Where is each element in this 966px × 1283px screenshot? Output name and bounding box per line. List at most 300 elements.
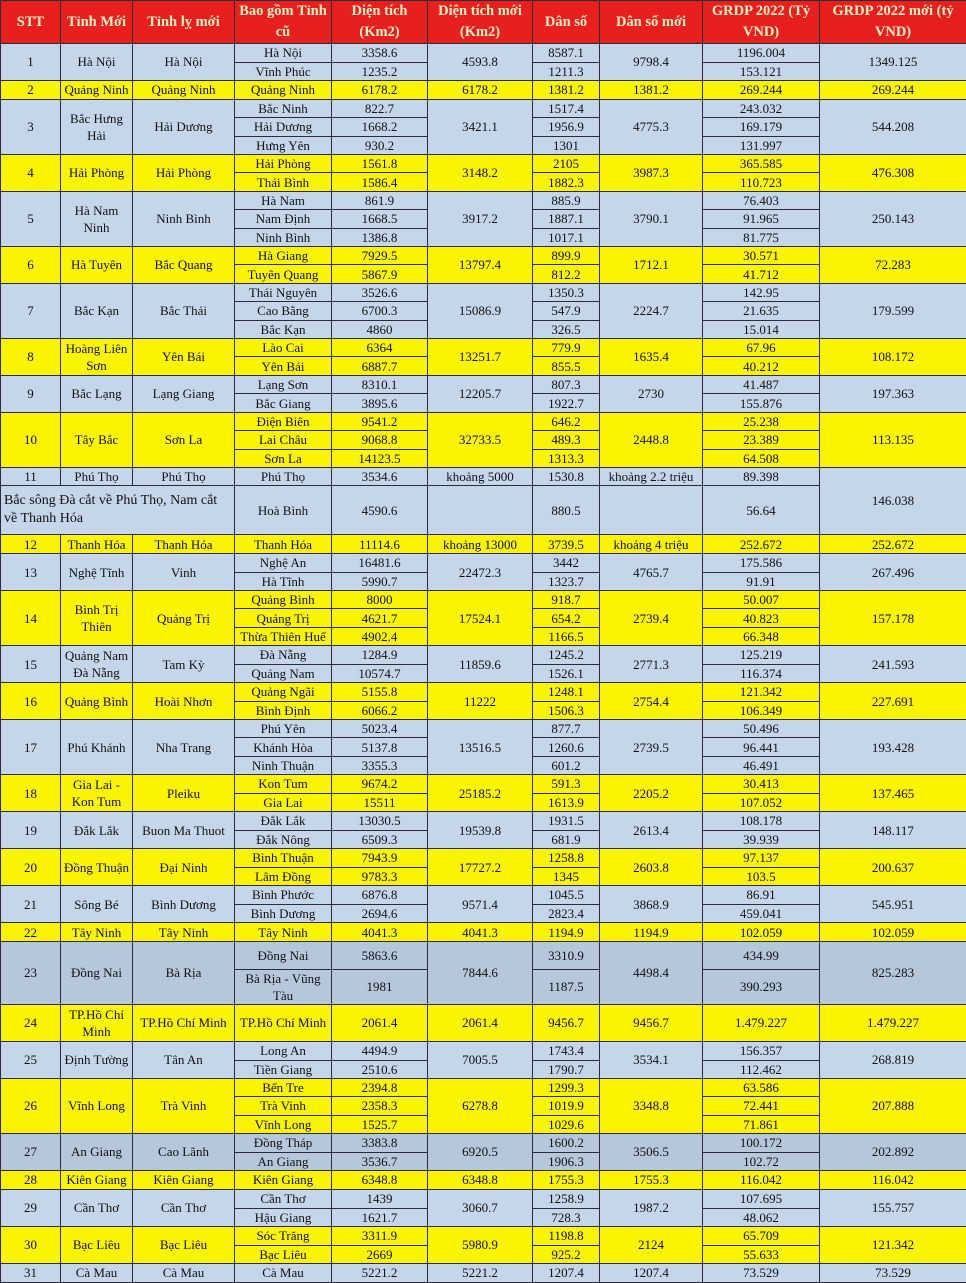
header-old-provinces: Bao gồm Tỉnh cũ	[235, 1, 332, 44]
grdp-cell: 56.64	[703, 486, 820, 535]
grdp-cell: 107.052	[703, 793, 820, 812]
stt-cell: 26	[1, 1079, 61, 1134]
old-province-cell: Bình Phước	[235, 886, 332, 905]
new-population-cell: 4765.7	[600, 554, 703, 591]
new-area-cell: 3917.2	[428, 191, 533, 246]
grdp-cell: 125.219	[703, 646, 820, 665]
population-cell: 1882.3	[533, 173, 600, 192]
grdp-cell: 46.491	[703, 756, 820, 774]
grdp-cell: 64.508	[703, 449, 820, 467]
grdp-cell: 15.014	[703, 320, 820, 338]
old-province-cell: Thái Nguyên	[235, 283, 332, 301]
old-province-cell: Đồng Nai	[235, 942, 332, 970]
old-province-cell: Ninh Bình	[235, 228, 332, 246]
new-area-cell: 17524.1	[428, 591, 533, 646]
header-row	[1, 1, 966, 44]
new-population-cell: 1381.2	[600, 81, 703, 100]
new-area-cell: 12205.7	[428, 375, 533, 412]
new-province-cell: An Giang	[61, 1134, 133, 1171]
old-province-cell: Thanh Hóa	[235, 535, 332, 554]
grdp-cell: 55.633	[703, 1245, 820, 1264]
area-cell: 861.9	[332, 191, 428, 209]
new-grdp-cell: 108.172	[820, 338, 966, 375]
new-capital-cell: Nha Trang	[133, 720, 235, 775]
table-row	[1, 554, 966, 573]
population-cell: 326.5	[533, 320, 600, 338]
new-grdp-cell: 207.888	[820, 1079, 966, 1134]
population-cell: 3739.5	[533, 535, 600, 554]
new-province-cell: Bắc Lạng	[61, 375, 133, 412]
population-cell: 1350.3	[533, 283, 600, 301]
old-province-cell: Đồng Tháp	[235, 1134, 332, 1153]
grdp-cell: 108.178	[703, 812, 820, 831]
population-cell: 2823.4	[533, 904, 600, 923]
area-cell: 7943.9	[332, 849, 428, 868]
population-cell: 1258.8	[533, 849, 600, 868]
population-cell: 1517.4	[533, 100, 600, 118]
new-province-cell: Bắc Hưng Hải	[61, 100, 133, 155]
area-cell: 6178.2	[332, 81, 428, 100]
new-capital-cell: Thanh Hóa	[133, 535, 235, 554]
grdp-cell: 67.96	[703, 338, 820, 357]
new-area-cell: 3148.2	[428, 154, 533, 191]
old-province-cell: Tuyên Quang	[235, 265, 332, 284]
table-row	[1, 591, 966, 609]
new-population-cell: 2754.4	[600, 683, 703, 720]
old-province-cell: Hải Dương	[235, 118, 332, 136]
new-province-cell: Kiên Giang	[61, 1171, 133, 1190]
new-area-cell	[428, 486, 533, 535]
new-capital-cell: Bắc Thái	[133, 283, 235, 338]
table-row	[1, 535, 966, 554]
old-province-cell: Hà Nam	[235, 191, 332, 209]
new-area-cell: 7844.6	[428, 942, 533, 1005]
stt-cell: 22	[1, 923, 61, 942]
area-cell: 16481.6	[332, 554, 428, 573]
new-population-cell: 3987.3	[600, 154, 703, 191]
new-population-cell: 1987.2	[600, 1190, 703, 1227]
area-cell: 4041.3	[332, 923, 428, 942]
area-cell: 5137.8	[332, 738, 428, 756]
new-capital-cell: Yên Bái	[133, 338, 235, 375]
area-cell: 1561.8	[332, 154, 428, 173]
old-province-cell: Hậu Giang	[235, 1208, 332, 1227]
old-province-cell: Nghệ An	[235, 554, 332, 573]
new-grdp-cell: 200.637	[820, 849, 966, 886]
new-province-cell: Bình Trị Thiên	[61, 591, 133, 646]
population-cell: 9456.7	[533, 1005, 600, 1042]
area-cell: 3358.6	[332, 44, 428, 63]
new-grdp-cell: 267.496	[820, 554, 966, 591]
old-province-cell: Cần Thơ	[235, 1190, 332, 1209]
stt-cell: 3	[1, 100, 61, 155]
new-capital-cell: Kiên Giang	[133, 1171, 235, 1190]
grdp-cell: 243.032	[703, 100, 820, 118]
old-province-cell: Kon Tum	[235, 775, 332, 794]
old-province-cell: Lâm Đồng	[235, 867, 332, 886]
population-cell: 646.2	[533, 412, 600, 430]
grdp-cell: 106.349	[703, 701, 820, 720]
old-province-cell: Trà Vinh	[235, 1097, 332, 1115]
new-capital-cell: Tam Kỳ	[133, 646, 235, 683]
area-cell: 5155.8	[332, 683, 428, 702]
stt-cell: 29	[1, 1190, 61, 1227]
area-cell: 5023.4	[332, 720, 428, 738]
grdp-cell: 63.586	[703, 1079, 820, 1097]
grdp-cell: 73.529	[703, 1264, 820, 1283]
old-province-cell: Lào Cai	[235, 338, 332, 357]
new-province-cell: TP.Hồ Chí Minh	[61, 1005, 133, 1042]
stt-cell: 12	[1, 535, 61, 554]
new-province-cell: Hoàng Liên Sơn	[61, 338, 133, 375]
area-cell: 6876.8	[332, 886, 428, 905]
new-grdp-cell: 545.951	[820, 886, 966, 923]
new-province-cell: Sông Bé	[61, 886, 133, 923]
grdp-cell: 110.723	[703, 173, 820, 192]
table-row	[1, 154, 966, 173]
stt-cell: 6	[1, 246, 61, 283]
new-area-cell: khoảng 13000	[428, 535, 533, 554]
new-population-cell	[600, 486, 703, 535]
area-cell: 6364	[332, 338, 428, 357]
population-cell: 885.9	[533, 191, 600, 209]
new-grdp-cell: 250.143	[820, 191, 966, 246]
area-cell: 5867.9	[332, 265, 428, 284]
new-area-cell: 6178.2	[428, 81, 533, 100]
new-grdp-cell: 116.042	[820, 1171, 966, 1190]
new-grdp-cell: 148.117	[820, 812, 966, 849]
split-note-cell: Bắc sông Đà cắt về Phú Thọ, Nam cắt về Thanh Hóa	[1, 486, 235, 535]
table-row	[1, 720, 966, 738]
new-area-cell: 11222	[428, 683, 533, 720]
area-cell: 1668.5	[332, 210, 428, 228]
new-capital-cell: Quảng Trị	[133, 591, 235, 646]
table-row	[1, 338, 966, 357]
header-area: Diện tích (Km2)	[332, 1, 428, 44]
old-province-cell: Khánh Hòa	[235, 738, 332, 756]
table-row	[1, 1042, 966, 1061]
header-new-capital: Tỉnh lỵ mới	[133, 1, 235, 44]
new-grdp-cell: 137.465	[820, 775, 966, 812]
population-cell: 807.3	[533, 375, 600, 394]
new-population-cell: 4775.3	[600, 100, 703, 155]
new-area-cell: 5221.2	[428, 1264, 533, 1283]
new-capital-cell: Quảng Ninh	[133, 81, 235, 100]
grdp-cell: 91.965	[703, 210, 820, 228]
stt-cell: 2	[1, 81, 61, 100]
grdp-cell: 131.997	[703, 136, 820, 154]
table-row	[1, 775, 966, 794]
grdp-cell: 169.179	[703, 118, 820, 136]
new-capital-cell: Hải Phòng	[133, 154, 235, 191]
new-capital-cell: Hải Dương	[133, 100, 235, 155]
population-cell: 1931.5	[533, 812, 600, 831]
stt-cell: 28	[1, 1171, 61, 1190]
grdp-cell: 41.712	[703, 265, 820, 284]
new-area-cell: khoảng 5000	[428, 467, 533, 485]
grdp-cell: 107.695	[703, 1190, 820, 1209]
old-province-cell: Phú Thọ	[235, 467, 332, 485]
new-province-cell: Tây Bắc	[61, 412, 133, 467]
new-province-cell: Phú Thọ	[61, 467, 133, 485]
area-cell: 8310.1	[332, 375, 428, 394]
new-grdp-cell: 72.283	[820, 246, 966, 283]
table-row	[1, 191, 966, 209]
new-capital-cell: Tây Ninh	[133, 923, 235, 942]
population-cell: 601.2	[533, 756, 600, 774]
area-cell: 3536.7	[332, 1152, 428, 1171]
grdp-cell: 116.374	[703, 664, 820, 683]
header-new-province: Tỉnh Mới	[61, 1, 133, 44]
stt-cell: 16	[1, 683, 61, 720]
area-cell: 2358.3	[332, 1097, 428, 1115]
area-cell: 11114.6	[332, 535, 428, 554]
new-capital-cell: Cao Lãnh	[133, 1134, 235, 1171]
table-row	[1, 886, 966, 905]
new-province-cell: Nghệ Tĩnh	[61, 554, 133, 591]
population-cell: 1029.6	[533, 1115, 600, 1133]
stt-cell: 13	[1, 554, 61, 591]
new-capital-cell: Sơn La	[133, 412, 235, 467]
old-province-cell: Gia Lai	[235, 793, 332, 812]
new-area-cell: 11859.6	[428, 646, 533, 683]
grdp-cell: 76.403	[703, 191, 820, 209]
new-area-cell: 3421.1	[428, 100, 533, 155]
grdp-cell: 269.244	[703, 81, 820, 100]
table-row	[1, 812, 966, 831]
new-province-cell: Đồng Nai	[61, 942, 133, 1005]
old-province-cell: Yên Bái	[235, 357, 332, 376]
area-cell: 1386.8	[332, 228, 428, 246]
new-province-cell: Quảng Bình	[61, 683, 133, 720]
old-province-cell: Thừa Thiên Huế	[235, 627, 332, 645]
population-cell: 1045.5	[533, 886, 600, 905]
grdp-cell: 100.172	[703, 1134, 820, 1153]
new-province-cell: Đồng Thuận	[61, 849, 133, 886]
grdp-cell: 89.398	[703, 467, 820, 485]
old-province-cell: Quảng Ngãi	[235, 683, 332, 702]
old-province-cell: Kiên Giang	[235, 1171, 332, 1190]
population-cell: 1345	[533, 867, 600, 886]
population-cell: 1166.5	[533, 627, 600, 645]
population-cell: 1887.1	[533, 210, 600, 228]
new-capital-cell: Hà Nội	[133, 44, 235, 81]
grdp-cell: 102.72	[703, 1152, 820, 1171]
new-grdp-cell: 825.283	[820, 942, 966, 1005]
new-area-cell: 19539.8	[428, 812, 533, 849]
area-cell: 1586.4	[332, 173, 428, 192]
old-province-cell: Đà Nẵng	[235, 646, 332, 665]
old-province-cell: Ninh Thuận	[235, 756, 332, 774]
new-grdp-cell: 1.479.227	[820, 1005, 966, 1042]
old-province-cell: Bắc Ninh	[235, 100, 332, 118]
new-population-cell: 2771.3	[600, 646, 703, 683]
area-cell: 6066.2	[332, 701, 428, 720]
population-cell: 591.3	[533, 775, 600, 794]
grdp-cell: 97.137	[703, 849, 820, 868]
stt-cell: 5	[1, 191, 61, 246]
table-row	[1, 412, 966, 430]
area-cell: 1439	[332, 1190, 428, 1209]
grdp-cell: 40.823	[703, 609, 820, 627]
new-capital-cell: Pleiku	[133, 775, 235, 812]
new-area-cell: 25185.2	[428, 775, 533, 812]
grdp-cell: 156.357	[703, 1042, 820, 1061]
area-cell: 4902.4	[332, 627, 428, 645]
grdp-cell: 1.479.227	[703, 1005, 820, 1042]
population-cell: 877.7	[533, 720, 600, 738]
grdp-cell: 142.95	[703, 283, 820, 301]
new-province-cell: Hà Tuyên	[61, 246, 133, 283]
new-capital-cell: Bình Dương	[133, 886, 235, 923]
area-cell: 8000	[332, 591, 428, 609]
new-population-cell: 1712.1	[600, 246, 703, 283]
old-province-cell: An Giang	[235, 1152, 332, 1171]
new-population-cell: 3534.1	[600, 1042, 703, 1079]
stt-cell: 25	[1, 1042, 61, 1079]
new-area-cell: 22472.3	[428, 554, 533, 591]
table-row	[1, 923, 966, 942]
area-cell: 6509.3	[332, 830, 428, 849]
old-province-cell: Sóc Trăng	[235, 1227, 332, 1246]
area-cell: 10574.7	[332, 664, 428, 683]
population-cell: 1613.9	[533, 793, 600, 812]
new-population-cell: 3506.5	[600, 1134, 703, 1171]
population-cell: 1922.7	[533, 394, 600, 413]
new-population-cell: 2448.8	[600, 412, 703, 467]
stt-cell: 8	[1, 338, 61, 375]
table-row	[1, 942, 966, 970]
population-cell: 925.2	[533, 1245, 600, 1264]
old-province-cell: Vĩnh Long	[235, 1115, 332, 1133]
old-province-cell: Lạng Sơn	[235, 375, 332, 394]
old-province-cell: Long An	[235, 1042, 332, 1061]
area-cell: 14123.5	[332, 449, 428, 467]
new-province-cell: Định Tường	[61, 1042, 133, 1079]
old-province-cell: Bến Tre	[235, 1079, 332, 1097]
header-new-area: Diện tích mới (Km2)	[428, 1, 533, 44]
area-cell: 2061.4	[332, 1005, 428, 1042]
population-cell: 1755.3	[533, 1171, 600, 1190]
new-area-cell: 13251.7	[428, 338, 533, 375]
new-area-cell: 13797.4	[428, 246, 533, 283]
header-stt: STT	[1, 1, 61, 44]
new-area-cell: 6348.8	[428, 1171, 533, 1190]
table-row	[1, 246, 966, 265]
new-grdp-cell: 252.672	[820, 535, 966, 554]
old-province-cell: Nam Định	[235, 210, 332, 228]
new-population-cell: 3868.9	[600, 886, 703, 923]
new-grdp-cell: 179.599	[820, 283, 966, 338]
old-province-cell: Đắk Lắk	[235, 812, 332, 831]
area-cell: 930.2	[332, 136, 428, 154]
header-new-grdp: GRDP 2022 mới (tỷ VND)	[820, 1, 966, 44]
header-new-population: Dân số mới	[600, 1, 703, 44]
grdp-cell: 112.462	[703, 1060, 820, 1079]
new-population-cell: 3790.1	[600, 191, 703, 246]
new-population-cell: 2739.4	[600, 591, 703, 646]
new-grdp-cell: 102.059	[820, 923, 966, 942]
population-cell: 1743.4	[533, 1042, 600, 1061]
population-cell: 1301	[533, 136, 600, 154]
population-cell: 880.5	[533, 486, 600, 535]
table-row	[1, 683, 966, 702]
grdp-cell: 40.212	[703, 357, 820, 376]
population-cell: 1790.7	[533, 1060, 600, 1079]
new-area-cell: 6920.5	[428, 1134, 533, 1171]
old-province-cell: Sơn La	[235, 449, 332, 467]
area-cell: 3355.3	[332, 756, 428, 774]
table-row	[1, 1171, 966, 1190]
new-population-cell: 1635.4	[600, 338, 703, 375]
new-province-cell: Cà Mau	[61, 1264, 133, 1283]
new-area-cell: 6278.8	[428, 1079, 533, 1134]
table-row	[1, 283, 966, 301]
new-area-cell: 3060.7	[428, 1190, 533, 1227]
new-population-cell: khoảng 2.2 triệu	[600, 467, 703, 485]
population-cell: 654.2	[533, 609, 600, 627]
grdp-cell: 252.672	[703, 535, 820, 554]
stt-cell: 9	[1, 375, 61, 412]
new-population-cell: 2739.5	[600, 720, 703, 775]
grdp-cell: 459.041	[703, 904, 820, 923]
grdp-cell: 81.775	[703, 228, 820, 246]
population-cell: 1211.3	[533, 62, 600, 81]
new-grdp-cell: 544.208	[820, 100, 966, 155]
new-province-cell: Vĩnh Long	[61, 1079, 133, 1134]
new-capital-cell: Cà Mau	[133, 1264, 235, 1283]
new-capital-cell: Hoài Nhơn	[133, 683, 235, 720]
new-capital-cell: Tân An	[133, 1042, 235, 1079]
new-population-cell: 9456.7	[600, 1005, 703, 1042]
new-province-cell: Đắk Lắk	[61, 812, 133, 849]
new-province-cell: Tây Ninh	[61, 923, 133, 942]
stt-cell: 27	[1, 1134, 61, 1171]
grdp-cell: 102.059	[703, 923, 820, 942]
new-grdp-cell: 157.178	[820, 591, 966, 646]
new-province-cell: Bạc Liêu	[61, 1227, 133, 1264]
area-cell: 6348.8	[332, 1171, 428, 1190]
population-cell: 899.9	[533, 246, 600, 265]
table-row	[1, 646, 966, 665]
area-cell: 7929.5	[332, 246, 428, 265]
new-population-cell: 2124	[600, 1227, 703, 1264]
grdp-cell: 50.496	[703, 720, 820, 738]
stt-cell: 17	[1, 720, 61, 775]
area-cell: 2669	[332, 1245, 428, 1264]
old-province-cell: Hà Tĩnh	[235, 572, 332, 591]
stt-cell: 11	[1, 467, 61, 485]
new-grdp-cell: 227.691	[820, 683, 966, 720]
area-cell: 1668.2	[332, 118, 428, 136]
area-cell: 13030.5	[332, 812, 428, 831]
new-grdp-cell: 146.038	[820, 467, 966, 534]
grdp-cell: 116.042	[703, 1171, 820, 1190]
population-cell: 812.2	[533, 265, 600, 284]
table-row	[1, 467, 966, 485]
new-area-cell: 4593.8	[428, 44, 533, 81]
new-capital-cell: Đại Ninh	[133, 849, 235, 886]
population-cell: 1017.1	[533, 228, 600, 246]
new-province-cell: Quảng Ninh	[61, 81, 133, 100]
old-province-cell: Bắc Giang	[235, 394, 332, 413]
population-cell: 1381.2	[533, 81, 600, 100]
area-cell: 9068.8	[332, 431, 428, 449]
grdp-cell: 91.91	[703, 572, 820, 591]
new-capital-cell: Phú Thọ	[133, 467, 235, 485]
new-population-cell: 1194.9	[600, 923, 703, 942]
area-cell: 9674.2	[332, 775, 428, 794]
